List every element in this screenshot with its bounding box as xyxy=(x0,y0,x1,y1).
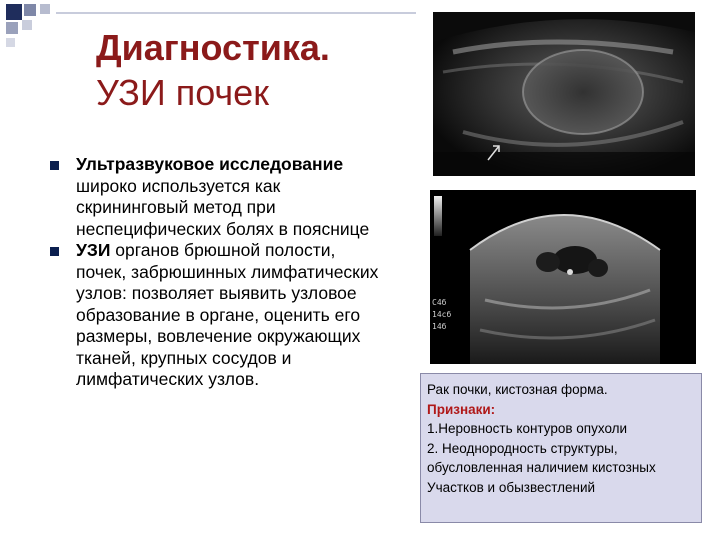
caption-line: Участков и обызвестлений xyxy=(427,479,596,495)
title-line-2: УЗИ почек xyxy=(96,72,269,113)
deco-square xyxy=(6,38,15,47)
caption-line: 1.Неровность контуров опухоли xyxy=(427,421,628,436)
bullet-text xyxy=(76,154,388,240)
caption-box xyxy=(420,373,702,523)
bullet-list xyxy=(48,154,388,391)
caption-line: 2. Неоднородность структуры, xyxy=(427,440,618,456)
ultrasound-top-graphic xyxy=(433,12,695,176)
bullet-item xyxy=(48,240,388,391)
ultrasound-image-bottom xyxy=(430,190,696,364)
title-line-1: Диагностика. xyxy=(96,27,330,68)
bullet-body-text: широко используется как скрининговый метод при неспецифических болях в пояснице xyxy=(76,175,370,239)
ultrasound-bottom-graphic xyxy=(430,190,696,364)
bullet-text xyxy=(76,240,388,391)
deco-square xyxy=(22,20,32,30)
caption-signs-label: Признаки: xyxy=(427,401,496,417)
ultrasound-label: 14б xyxy=(432,322,447,331)
deco-square xyxy=(40,4,50,14)
caption-line: обусловленная наличием кистозных xyxy=(427,460,656,475)
ultrasound-label: 14сб xyxy=(432,310,452,319)
title-accent-line xyxy=(56,12,416,14)
bullet-body-text: органов брюшной полости, почек, забрюшинных лимфатических узлов: позволяет выявить узловое образование в органе, оценить его размеры, вовлечение окружающих тканей, крупных сосудов и лимфатических узлов. xyxy=(76,240,379,389)
bullet-square-icon xyxy=(50,247,59,256)
deco-square xyxy=(6,4,22,20)
slide-title xyxy=(96,26,396,116)
deco-square xyxy=(24,4,36,16)
deco-square xyxy=(6,22,18,34)
bullet-square-icon xyxy=(50,161,59,170)
caption-line: Рак почки, кистозная форма. xyxy=(427,382,608,397)
ultrasound-label: С4б xyxy=(432,298,447,307)
bullet-bold-text: УЗИ xyxy=(76,240,111,260)
bullet-bold-text: Ультразвуковое исследование xyxy=(76,154,344,174)
ultrasound-image-top xyxy=(433,12,695,176)
bullet-item xyxy=(48,154,388,240)
